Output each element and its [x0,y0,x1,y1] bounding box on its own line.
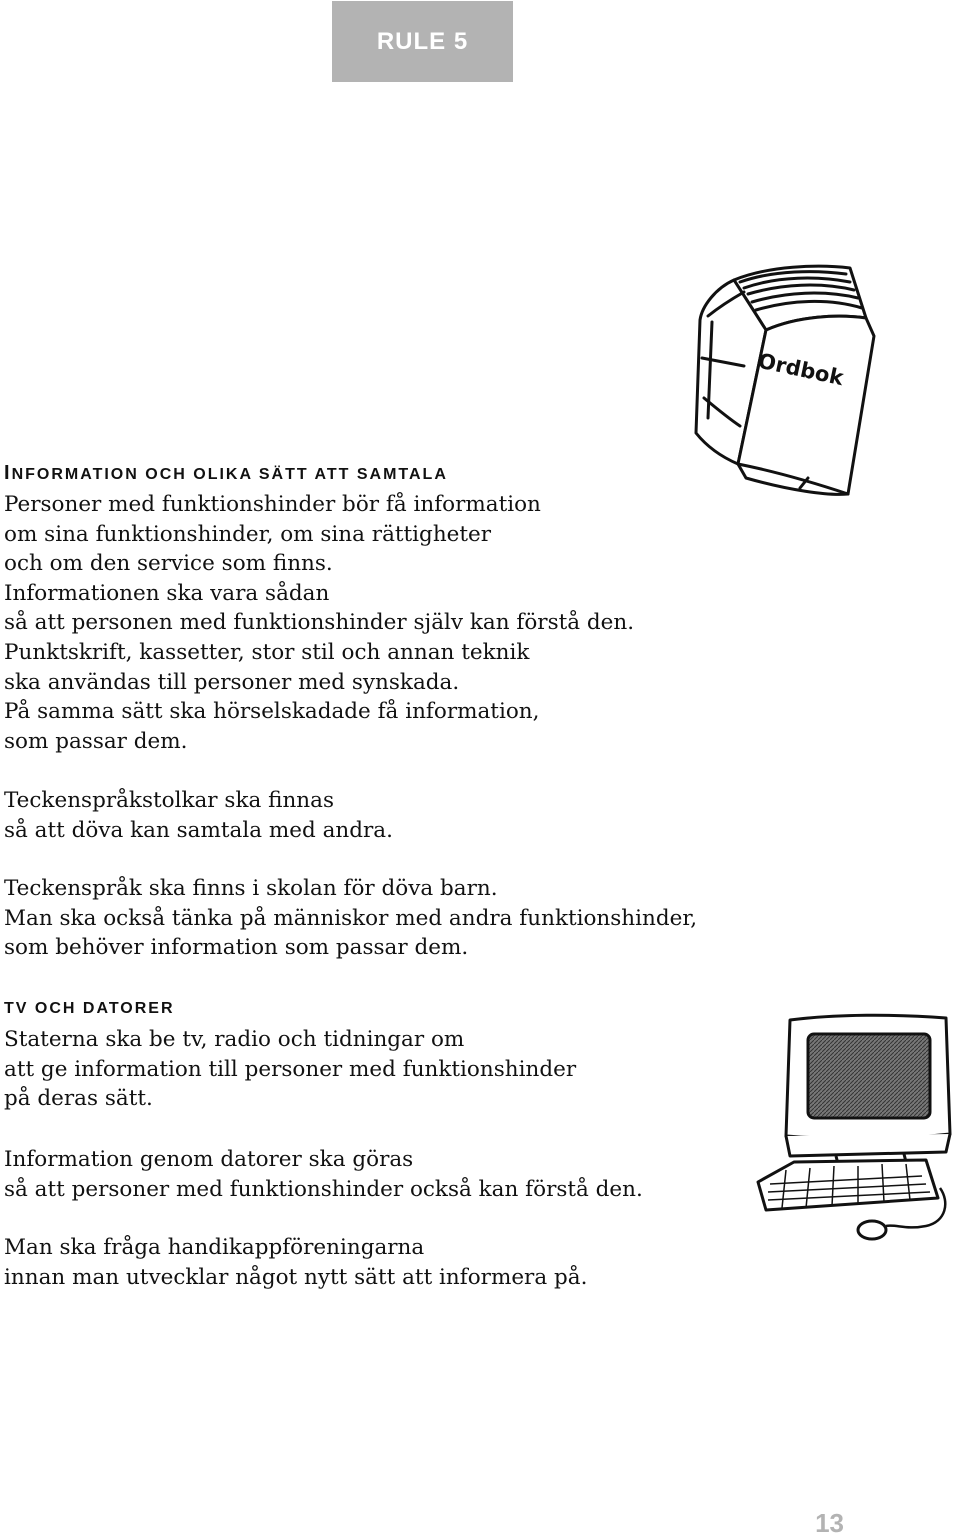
rule-badge: RULE 5 [332,1,513,82]
text-line: Informationen ska vara sådan [4,580,330,606]
text-line: på deras sätt. [4,1086,153,1112]
text-line: Personer med funktionshinder bör få information [4,492,541,517]
text-line: att ge information till personer med funktionshinder [4,1056,577,1082]
page-number: 13 [815,1508,844,1538]
paragraph-tv-2 [4,1145,643,1204]
text-line: så att personer med funktionshinder också kan förstå den. [4,1176,643,1202]
text-line: innan man utvecklar något nytt sätt att informera på. [4,1264,588,1290]
text-line: så att personen med funktionshinder själv kan förstå den. [4,610,635,636]
paragraph-information-3 [4,874,697,963]
text-line: och om den service som finns. [4,551,333,577]
text-line: så att döva kan samtala med andra. [4,817,393,843]
text-line: som behöver information som passar dem. [4,935,469,961]
paragraph-information-1 [4,490,634,756]
text-line: som passar dem. [4,728,188,754]
section-heading-tv: TV OCH DATORER [4,1000,175,1017]
text-line: Staterna ska be tv, radio och tidningar om [4,1027,465,1052]
dictionary-book-icon [688,258,878,498]
paragraph-tv-1 [4,1025,576,1114]
section-heading-information [4,462,448,485]
text-line: Teckenspråk ska finns i skolan för döva barn. [4,876,498,901]
book-label: Ordbok [755,348,846,391]
paragraph-information-2 [4,786,393,845]
text-line: Information genom datorer ska göras [4,1147,414,1172]
text-line: Teckenspråkstolkar ska finnas [4,788,335,813]
paragraph-tv-3 [4,1233,587,1292]
heading-rest: NFORMATION OCH OLIKA SÄTT ATT SAMTALA [11,466,448,483]
text-line: om sina funktionshinder, om sina rättigheter [4,521,492,547]
text-line: Man ska också tänka på människor med andra funktionshinder, [4,905,698,931]
text-line: Punktskrift, kassetter, stor stil och annan teknik [4,639,530,665]
heading-initial: I [4,462,12,484]
text-line: På samma sätt ska hörselskadade få information, [4,699,540,725]
computer-icon [746,1012,960,1244]
text-line: ska användas till personer med synskada. [4,669,460,695]
text-line: Man ska fråga handikappföreningarna [4,1235,425,1260]
